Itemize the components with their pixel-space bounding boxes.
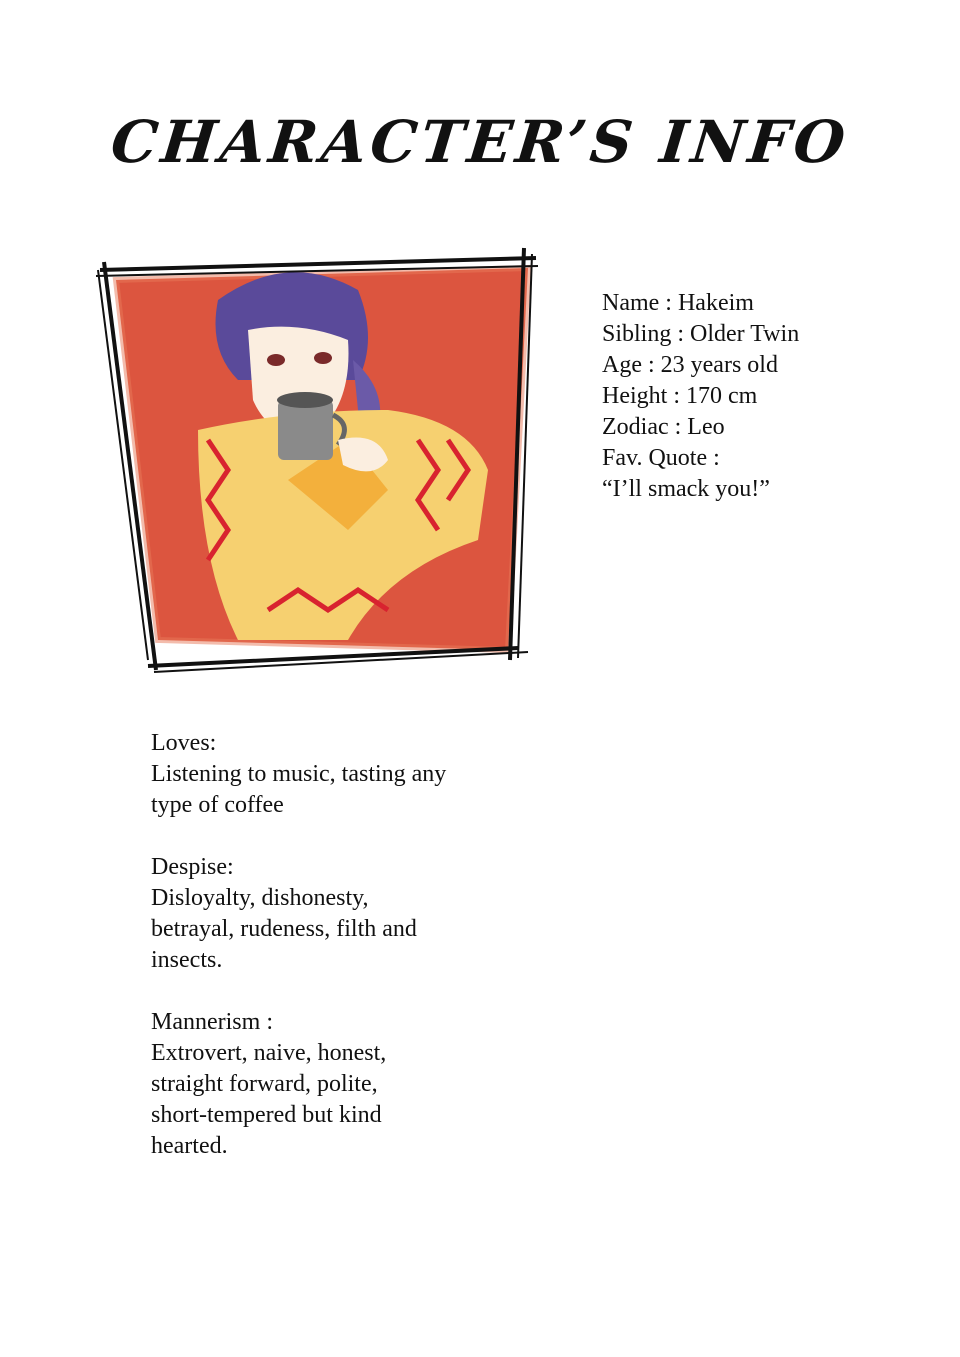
info-age: Age : 23 years old [602, 352, 778, 378]
despise-line: betrayal, rudeness, filth and [151, 916, 417, 942]
info-name: Name : Hakeim [602, 290, 754, 316]
info-sibling: Sibling : Older Twin [602, 321, 800, 347]
character-portrait-illustration [88, 240, 558, 680]
character-info [602, 288, 922, 505]
mannerism-section [151, 1007, 551, 1162]
despise-heading: Despise: [151, 854, 234, 880]
mannerism-line: straight forward, polite, [151, 1071, 378, 1097]
loves-section [151, 728, 551, 821]
loves-line: type of coffee [151, 792, 284, 818]
mannerism-line: hearted. [151, 1133, 228, 1159]
character-portrait [88, 240, 558, 680]
mannerism-line: Extrovert, naive, honest, [151, 1040, 387, 1066]
despise-line: insects. [151, 947, 223, 973]
despise-section [151, 852, 551, 976]
loves-heading: Loves: [151, 730, 217, 756]
mannerism-line: short-tempered but kind [151, 1102, 382, 1128]
character-traits [151, 728, 551, 1193]
loves-line: Listening to music, tasting any [151, 761, 447, 787]
info-height: Height : 170 cm [602, 383, 758, 409]
despise-line: Disloyalty, dishonesty, [151, 885, 369, 911]
info-quote: “I’ll smack you!” [602, 476, 770, 502]
page-title: CHARACTER’S INFO [107, 108, 853, 176]
mannerism-heading: Mannerism : [151, 1009, 273, 1035]
info-zodiac: Zodiac : Leo [602, 414, 725, 440]
info-quote-label: Fav. Quote : [602, 445, 720, 471]
